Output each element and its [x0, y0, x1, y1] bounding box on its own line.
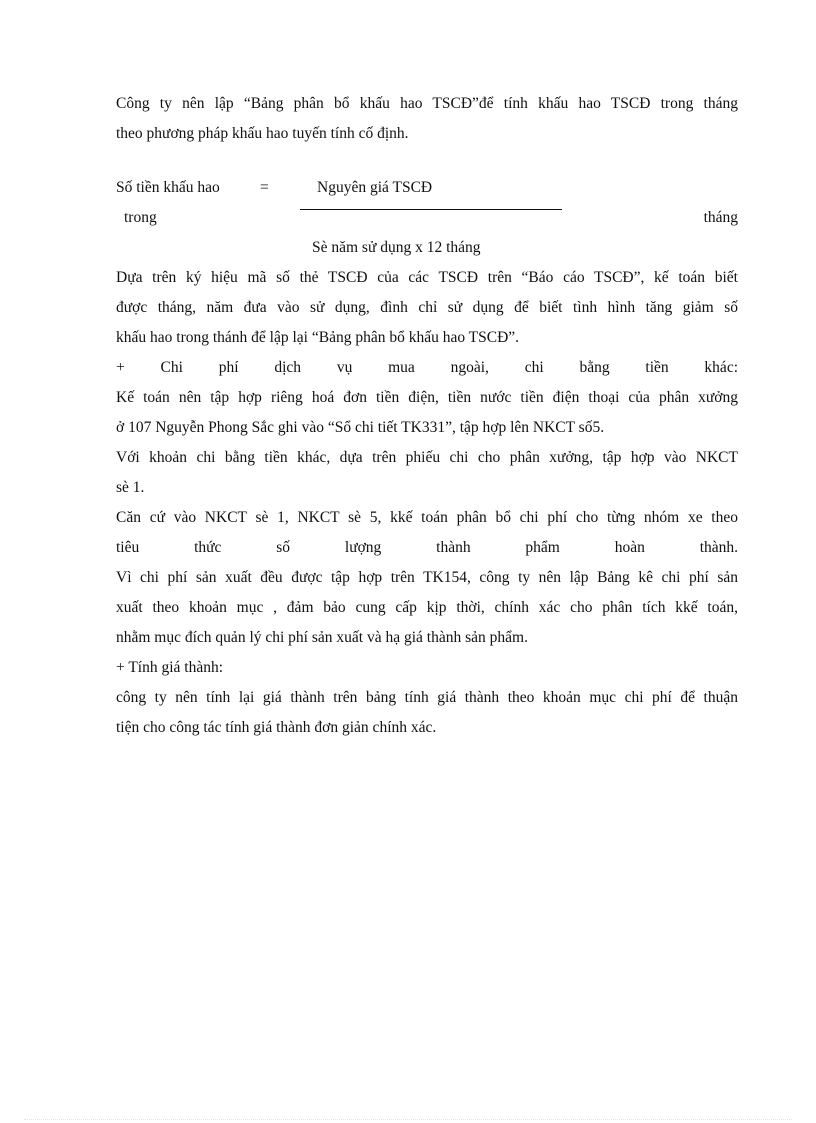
paragraph-5-line-1: Căn cứ vào NKCT sè 1, NKCT sè 5, kkế toán phân bổ chi phí cho từng nhóm xe theo [116, 509, 738, 526]
paragraph-5-line-2: tiêu thức số lượng thành phẩm hoàn thành. [116, 539, 738, 556]
paragraph-2-line-2: được tháng, năm đưa vào sử dụng, đình chỉ sử dụng để biết tình hình tăng giảm số [116, 299, 738, 316]
paragraph-6-line-2: công ty nên tính lại giá thành trên bảng tính giá thành theo khoản mục chi phí để thuận [116, 689, 738, 706]
formula-numerator: Nguyên giá TSCĐ [317, 179, 433, 196]
paragraph-5-line-5: nhằm mục đích quản lý chi phí sản xuất và hạ giá thành sản phẩm. [116, 629, 528, 646]
paragraph-4-line-2: sè 1. [116, 479, 145, 496]
paragraph-2-line-3: khấu hao trong thánh để lập lại “Bảng phân bổ khấu hao TSCĐ”. [116, 329, 520, 346]
paragraph-2-line-1: Dựa trên ký hiệu mã số thẻ TSCĐ của các TSCĐ trên “Báo cáo TSCĐ”, kế toán biết [116, 269, 738, 286]
formula-lhs-trong: trong [124, 209, 157, 226]
paragraph-5-line-3: Vì chi phí sản xuất đều được tập hợp trên TK154, công ty nên lập Bảng kê chi phí sản [116, 569, 738, 586]
formula-lhs: Số tiền khấu hao [116, 179, 220, 196]
paragraph-3-line-2: Kế toán nên tập hợp riêng hoá đơn tiền điện, tiền nước tiền điện thoại của phân xưởng [116, 389, 738, 406]
formula-lhs-thang: tháng [703, 209, 738, 226]
fraction-bar [300, 209, 562, 210]
paragraph-4-line-1: Với khoản chi bằng tiền khác, dựa trên phiếu chi cho phân xưởng, tập hợp vào NKCT [116, 449, 738, 466]
paragraph-3-line-1: + Chi phí dịch vụ mua ngoài, chi bằng tiền khác: [116, 359, 738, 376]
paragraph-1-line-2: theo phương pháp khấu hao tuyến tính cố định. [116, 125, 409, 142]
page-bottom-border [24, 1119, 792, 1120]
paragraph-6-line-1: + Tính giá thành: [116, 659, 224, 676]
paragraph-5-line-4: xuất theo khoản mục , đảm bảo cung cấp kịp thời, chính xác cho phân tích kkế toán, [116, 599, 738, 616]
paragraph-1-line-1: Công ty nên lập “Bảng phân bổ khấu hao TSCĐ”để tính khấu hao TSCĐ trong tháng [116, 95, 738, 112]
formula-denominator: Sè năm sử dụng x 12 tháng [312, 239, 481, 256]
paragraph-3-line-3: ở 107 Nguyễn Phong Sắc ghi vào “Sổ chi tiết TK331”, tập hợp lên NKCT số5. [116, 419, 605, 436]
formula-equals: = [260, 179, 269, 196]
paragraph-6-line-3: tiện cho công tác tính giá thành đơn giản chính xác. [116, 719, 437, 736]
